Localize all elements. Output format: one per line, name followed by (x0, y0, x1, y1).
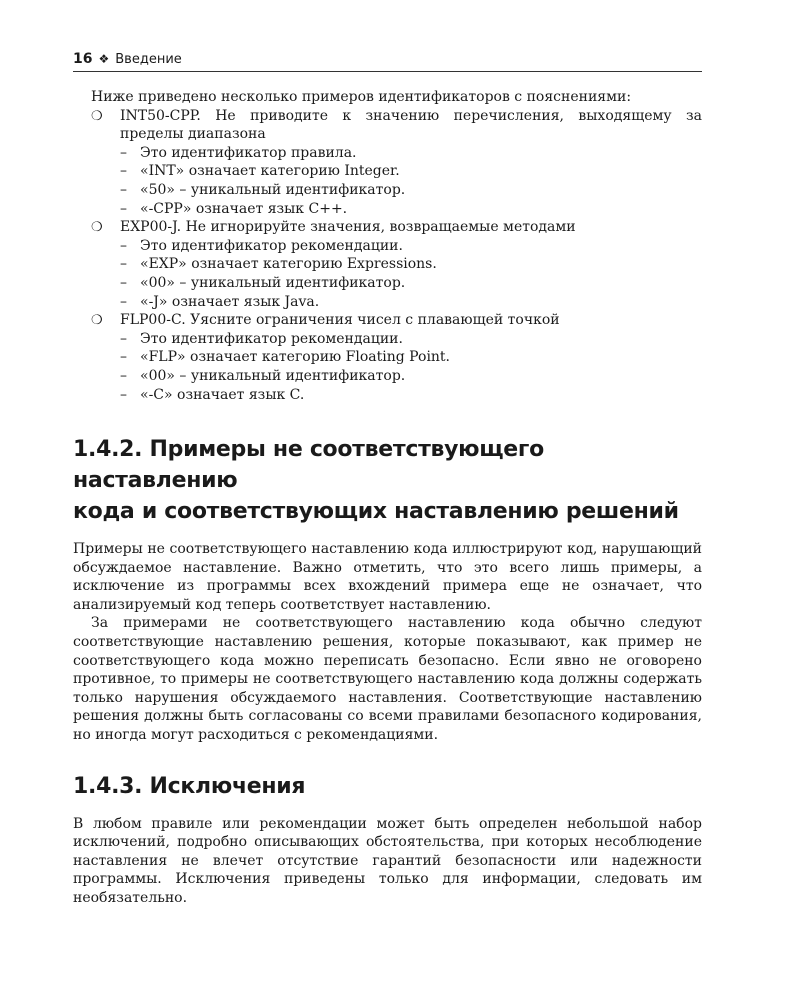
ornament-icon: ❖ (98, 52, 110, 66)
dash-item: – «-J» означает язык Java. (120, 293, 320, 310)
dash-item: – «-C» означает язык C. (120, 386, 305, 403)
running-header (73, 49, 701, 70)
bullet-title-line: EXP00-J. Не игнорируйте значения, возвращаемые методами (120, 219, 576, 236)
dash-list (120, 237, 702, 311)
identifier-examples-list (73, 107, 702, 405)
dash-list (120, 144, 702, 218)
header-rule (73, 71, 702, 72)
section-1-4-2-paragraph-1: Примеры не соответствующего наставлению кода иллюстрируют код, нарушающий обсуждаемое наставление. Важно отметить, что это всего лишь примеры, а исключение из программы всех вхождений примера еще не означает, что анализируемый код теперь соответствует наставлению. (73, 541, 702, 613)
section-heading-1-4-3: 1.4.3. Исключения (73, 773, 306, 799)
dash-item: – Это идентификатор рекомендации. (120, 330, 403, 347)
section-1-4-2-paragraph-2: За примерами не соответствующего наставлению кода обычно следуют соответствующие наставлению решения, которые показывают, как пример не соответствующего кода можно переписать безопасно. Если явно не оговорено противное, то примеры не соответствующего наставлению кода должны содержать только нарушения обсуждаемого наставления. Соответствующие наставлению решения должны быть согласованы со всеми правилами безопасного кодирования, но иногда могут расходиться с рекомендациями. (73, 615, 702, 744)
page-number: 16 (73, 51, 93, 67)
heading-line: 1.4.2. Примеры не соответствующего наставлению (73, 437, 544, 494)
section-heading-1-4-2 (73, 434, 702, 527)
dash-item: – Это идентификатор рекомендации. (120, 237, 403, 254)
circle-bullet-icon: ❍ (91, 313, 103, 329)
bullet-item (73, 311, 702, 404)
dash-list (120, 330, 702, 404)
circle-bullet-icon: ❍ (91, 220, 103, 236)
bullet-item (73, 218, 702, 311)
dash-item: – «00» – уникальный идентификатор. (120, 367, 406, 384)
page-content (73, 88, 702, 908)
dash-item: – «FLP» означает категорию Floating Point. (120, 349, 451, 366)
bullet-title-line: FLP00-C. Уясните ограничения чисел с плавающей точкой (120, 312, 560, 329)
dash-item: – «EXP» означает категорию Expressions. (120, 256, 437, 273)
dash-item: – «-CPP» означает язык C++. (120, 200, 348, 217)
dash-item: – «50» – уникальный идентификатор. (120, 181, 406, 198)
bullet-title-line: пределы диапазона (120, 126, 266, 143)
dash-item: – «00» – уникальный идентификатор. (120, 274, 406, 291)
running-title: Введение (115, 52, 182, 67)
intro-text: Ниже приведено несколько примеров идентификаторов с пояснениями: (91, 89, 632, 105)
dash-item: – Это идентификатор правила. (120, 144, 357, 161)
circle-bullet-icon: ❍ (91, 108, 103, 124)
dash-item: – «INT» означает категорию Integer. (120, 163, 400, 180)
section-1-4-3-paragraph: В любом правиле или рекомендации может быть определен небольшой набор исключений, подробно описывающих обстоятельства, при которых несоблюдение наставления не влечет отсутствие гарантий безопасности или надежности программы. Исключения приведены только для информации, следовать им необязательно. (73, 815, 702, 906)
heading-line: кода и соответствующих наставлению решений (73, 499, 679, 525)
bullet-title-line: INT50-CPP. Не приводите к значению перечисления, выходящему за (120, 107, 702, 124)
bullet-item (73, 107, 702, 219)
